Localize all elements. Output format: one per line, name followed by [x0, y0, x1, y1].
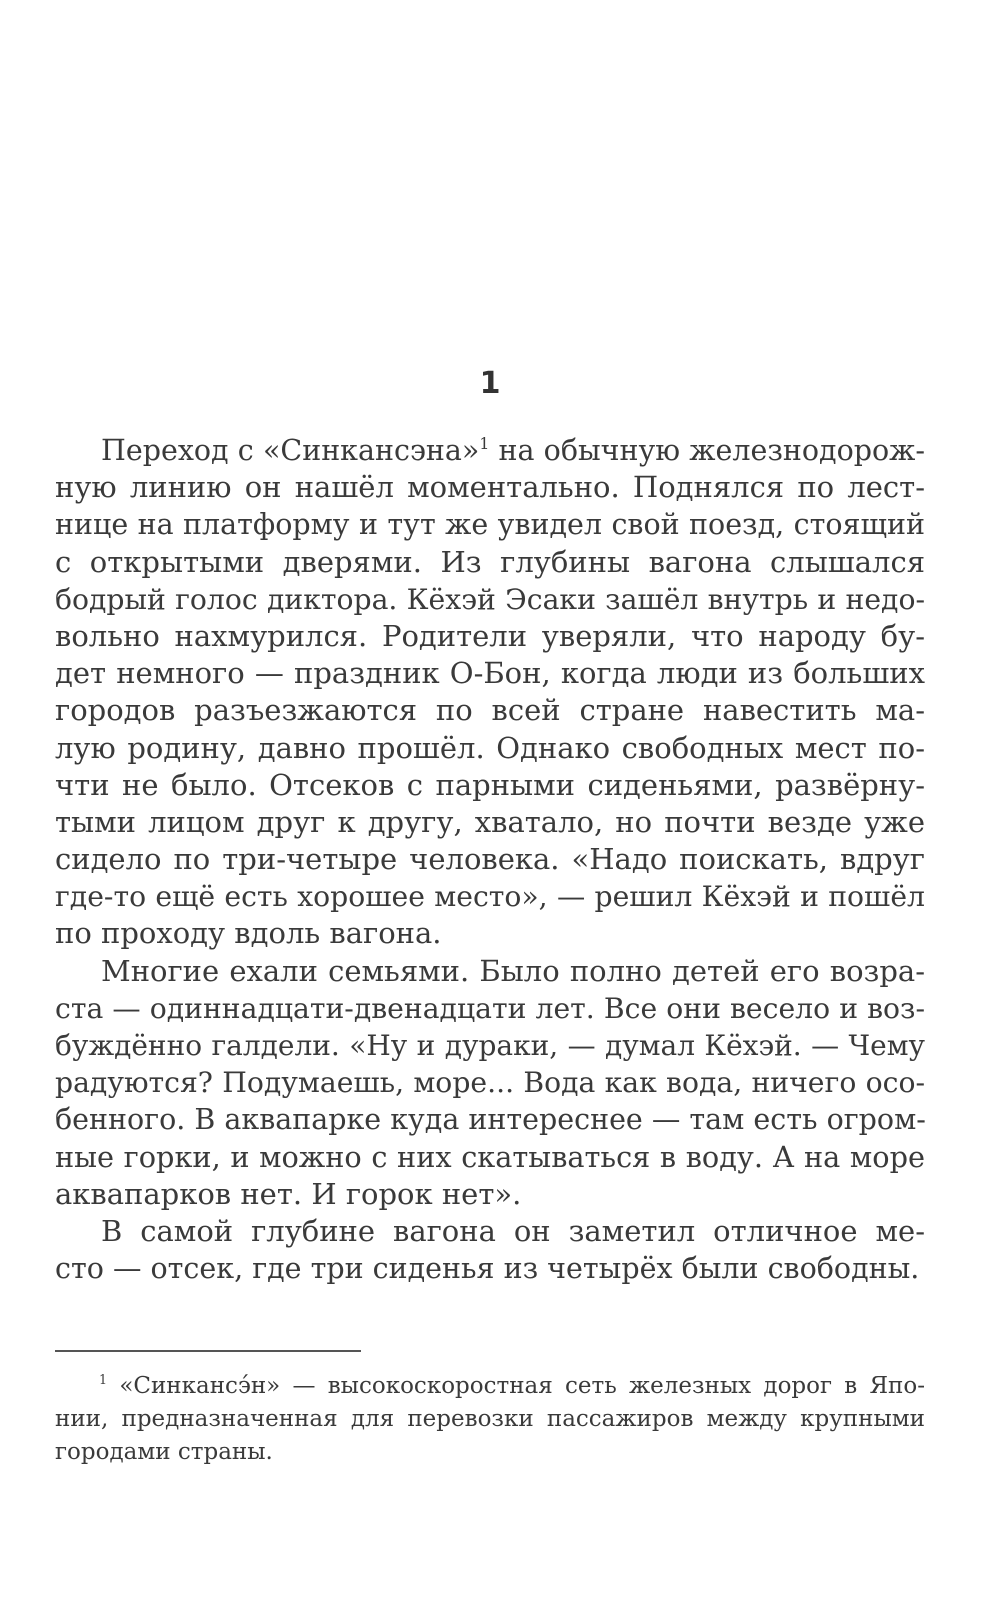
text-line: лую родину, давно прошёл. Однако свободных мест по-: [55, 730, 925, 765]
text-line: ные горки, и можно с них скатываться в воду. А на море: [55, 1139, 925, 1174]
text-fragment: на обычную железнодорож-: [489, 434, 925, 467]
text-line: с открытыми дверями. Из глубины вагона слышался: [55, 544, 925, 579]
text-line: Многие ехали семьями. Было полно детей его возра-: [101, 953, 925, 988]
text-fragment: Переход с «Синкансэна»: [101, 434, 480, 467]
text-line: бодрый голос диктора. Кёхэй Эсаки зашёл внутрь и недо-: [55, 582, 925, 616]
text-line: чти не было. Отсеков с парными сиденьями, развёрну-: [55, 767, 925, 802]
text-line: тыми лицом друг к другу, хватало, но почти везде уже: [55, 804, 925, 839]
text-line: бенного. В аквапарке куда интереснее — там есть огром-: [55, 1103, 926, 1137]
text-line: [55, 432, 925, 469]
text-line: сидело по три-четыре человека. «Надо поискать, вдруг: [55, 842, 925, 877]
text-line: по проходу вдоль вагона.: [55, 916, 442, 951]
footnote-line: [55, 1370, 925, 1403]
text-line: городов разъезжаются по всей стране навестить ма-: [55, 693, 925, 728]
text-line: В самой глубине вагона он заметил отличное ме-: [101, 1213, 925, 1248]
text-line: радуются? Подумаешь, море... Вода как вода, ничего осо-: [55, 1066, 925, 1100]
text-line: ную линию он нашёл моментально. Поднялся по лест-: [55, 470, 925, 505]
text-line: нице на платформу и тут же увидел свой поезд, стоящий: [55, 508, 925, 542]
body-text: [55, 432, 925, 1287]
text-line: ста — одиннадцати-двенадцати лет. Все они весело и воз-: [55, 991, 925, 1025]
footnote: [55, 1370, 925, 1469]
text-line: буждённо галдели. «Ну и дураки, — думал Кёхэй. — Чему: [55, 1029, 925, 1062]
text-line: где-то ещё есть хорошее место», — решил Кёхэй и пошёл: [55, 880, 925, 914]
footnote-marker: 1: [99, 1372, 108, 1388]
footnote-reference: 1: [479, 434, 490, 454]
footnote-divider: [55, 1350, 361, 1352]
text-line: дет немного — праздник О-Бон, когда люди из больших: [55, 656, 925, 691]
text-line: сто — отсек, где три сиденья из четырёх были свободны.: [55, 1252, 920, 1286]
text-line: аквапарков нет. И горок нет».: [55, 1176, 522, 1211]
footnote-line-text: «Синкансэ́н» — высокоскоростная сеть железных дорог в Япо-: [119, 1373, 926, 1399]
chapter-number: 1: [479, 366, 501, 401]
footnote-line: нии, предназначенная для перевозки пассажиров между крупными: [55, 1406, 925, 1432]
text-line: вольно нахмурился. Родители уверяли, что народу бу-: [55, 618, 925, 653]
footnote-line: городами страны.: [55, 1439, 273, 1465]
